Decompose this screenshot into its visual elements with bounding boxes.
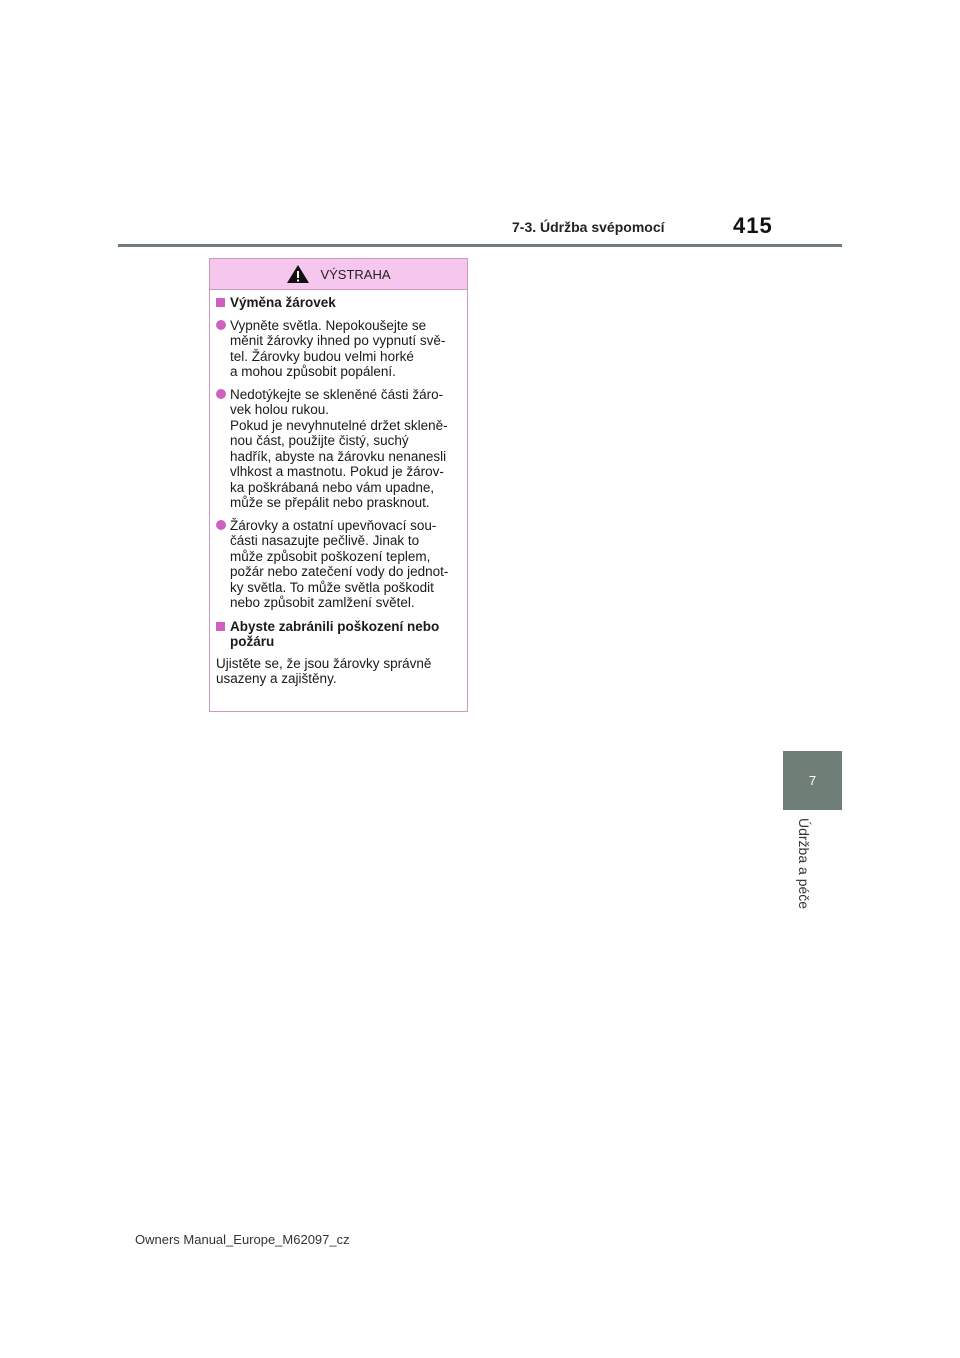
square-bullet-icon <box>216 622 225 631</box>
chapter-title: Údržba a péče <box>796 818 812 910</box>
list-item-text: Žárovky a ostatní upevňovací sou- části nasazujte pečlivě. Jinak to může způsobit poškození teplem, požár nebo zatečení vody do jednot- ky světla. To může světla poškodit nebo způsobit zamlžení světel. <box>230 517 449 610</box>
heading-text: Abyste zabránili poškození nebo požáru <box>230 618 440 649</box>
heading-text: Výměna žárovek <box>230 295 336 310</box>
paragraph: Ujistěte se, že jsou žárovky správně usazeny a zajištěny. <box>216 655 432 686</box>
warning-title: VÝSTRAHA <box>320 266 391 282</box>
circle-bullet-icon <box>216 320 226 330</box>
page-number: 415 <box>733 213 773 238</box>
warning-body <box>210 290 467 687</box>
heading-prevent-damage <box>216 619 461 650</box>
list-item <box>216 387 461 511</box>
heading-bulb-replacement <box>216 295 461 311</box>
warning-header <box>210 259 467 290</box>
chapter-number: 7 <box>808 773 817 788</box>
list-item-text: Nedotýkejte se skleněné části žáro- vek holou rukou. Pokud je nevyhnutelné držet skleně- nou část, použijte čistý, suchý hadřík, abyste na žárovku nenanesli vlhkost a mastnotu. Pokud je žárov- ka poškrábaná nebo vám upadne, může se přepálit nebo prasknout. <box>230 386 448 510</box>
circle-bullet-icon <box>216 389 226 399</box>
list-item-text: Vypněte světla. Nepokoušejte se měnit žárovky ihned po vypnutí svě- tel. Žárovky budou velmi horké a mohou způsobit popálení. <box>230 317 446 379</box>
warning-triangle-icon <box>286 264 310 284</box>
warning-box <box>209 258 468 712</box>
footer-text: Owners Manual_Europe_M62097_cz <box>135 1232 350 1247</box>
chapter-tab <box>783 751 842 810</box>
list-item <box>216 518 461 611</box>
square-bullet-icon <box>216 298 225 307</box>
header-rule <box>118 244 842 247</box>
section-title: 7-3. Údržba svépomocí <box>512 219 665 235</box>
list-item <box>216 318 461 380</box>
circle-bullet-icon <box>216 520 226 530</box>
